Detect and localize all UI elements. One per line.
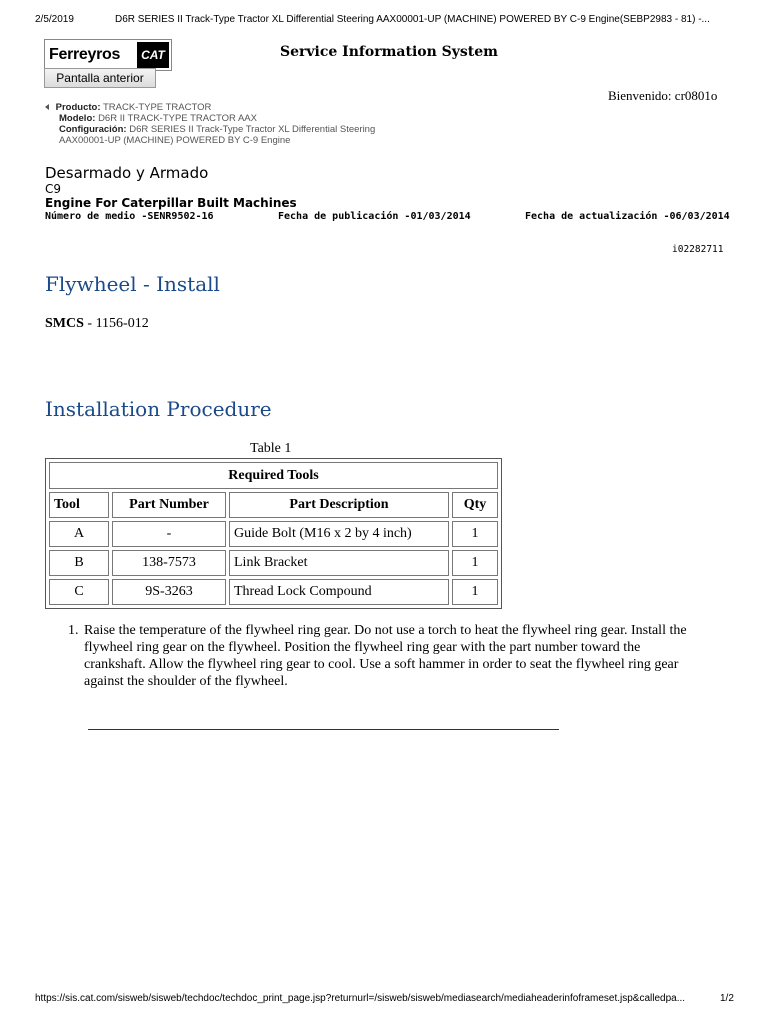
column-header: Tool: [49, 492, 109, 518]
config-value: D6R SERIES II Track-Type Tractor XL Differential Steering: [129, 124, 376, 135]
config-label: Configuración:: [59, 124, 127, 135]
column-header: Qty: [452, 492, 498, 518]
page-number: 1/2: [720, 993, 734, 1004]
product-breadcrumb: [45, 102, 375, 146]
table-row: [49, 579, 498, 605]
cat-logo: CAT: [137, 42, 169, 68]
config-value-cont: AAX00001-UP (MACHINE) POWERED BY C-9 Engine: [59, 135, 291, 146]
table-cell: Guide Bolt (M16 x 2 by 4 inch): [229, 521, 449, 547]
table-cell: A: [49, 521, 109, 547]
footer-url: https://sis.cat.com/sisweb/sisweb/techdoc/techdoc_print_page.jsp?returnurl=/sisweb/sisweb/mediasearch/mediaheaderinfoframeset.jsp&calledpa...: [35, 993, 686, 1004]
table-row: [49, 550, 498, 576]
page-title: Flywheel - Install: [45, 272, 220, 296]
step-text: Raise the temperature of the flywheel ring gear. Do not use a torch to heat the flywheel ring gear. Install the flywheel ring gear on the flywheel. Position the flywheel ring gear with the part number toward the crankshaft. Allow the flywheel ring gear to cool. Use a soft hammer in order to seat the flywheel ring gear against the shoulder of the flywheel.: [84, 623, 687, 689]
step-number: 1.: [68, 623, 79, 638]
document-id: i02282711: [672, 244, 724, 255]
doc-type: Desarmado y Armado: [45, 164, 209, 182]
table-cell: Link Bracket: [229, 550, 449, 576]
divider: [88, 729, 559, 730]
section-title: Installation Procedure: [45, 397, 272, 421]
doc-subtitle: Engine For Caterpillar Built Machines: [45, 196, 297, 210]
table-header: Required Tools: [49, 462, 498, 489]
producto-value: TRACK-TYPE TRACTOR: [102, 102, 212, 113]
ferreyros-logo-text: Ferreyros: [49, 46, 121, 63]
table-cell: C: [49, 579, 109, 605]
table-cell: 1: [452, 521, 498, 547]
required-tools-table: [45, 458, 502, 609]
welcome-text: Bienvenido: cr0801o: [608, 88, 718, 103]
modelo-value: D6R II TRACK-TYPE TRACTOR AAX: [98, 113, 257, 124]
table-caption: Table 1: [250, 441, 292, 456]
media-number: Número de medio -SENR9502-16: [45, 211, 214, 222]
doc-engine: C9: [45, 182, 62, 196]
table-cell: 138-7573: [112, 550, 226, 576]
previous-screen-button[interactable]: Pantalla anterior: [44, 68, 156, 88]
back-arrow-icon[interactable]: [45, 104, 49, 110]
smcs-label: SMCS: [45, 316, 84, 331]
table-cell: -: [112, 521, 226, 547]
producto-label: Producto:: [55, 102, 101, 113]
table-cell: 1: [452, 579, 498, 605]
publication-date: Fecha de publicación -01/03/2014: [278, 211, 471, 222]
update-date: Fecha de actualización -06/03/2014: [525, 211, 730, 222]
table-cell: 9S-3263: [112, 579, 226, 605]
smcs-code: [45, 316, 149, 332]
table-cell: Thread Lock Compound: [229, 579, 449, 605]
modelo-label: Modelo:: [59, 113, 96, 124]
table-cell: 1: [452, 550, 498, 576]
system-title: Service Information System: [280, 44, 498, 60]
ferreyros-cat-logo: [44, 39, 172, 71]
print-title: D6R SERIES II Track-Type Tractor XL Differential Steering AAX00001-UP (MACHINE) POWERED BY C-9 Engine(SEBP2983 - 81) -...: [115, 14, 710, 25]
column-header: Part Number: [112, 492, 226, 518]
table-cell: B: [49, 550, 109, 576]
print-date: 2/5/2019: [35, 14, 74, 25]
smcs-value: - 1156-012: [83, 316, 149, 331]
table-row: [49, 521, 498, 547]
column-header: Part Description: [229, 492, 449, 518]
